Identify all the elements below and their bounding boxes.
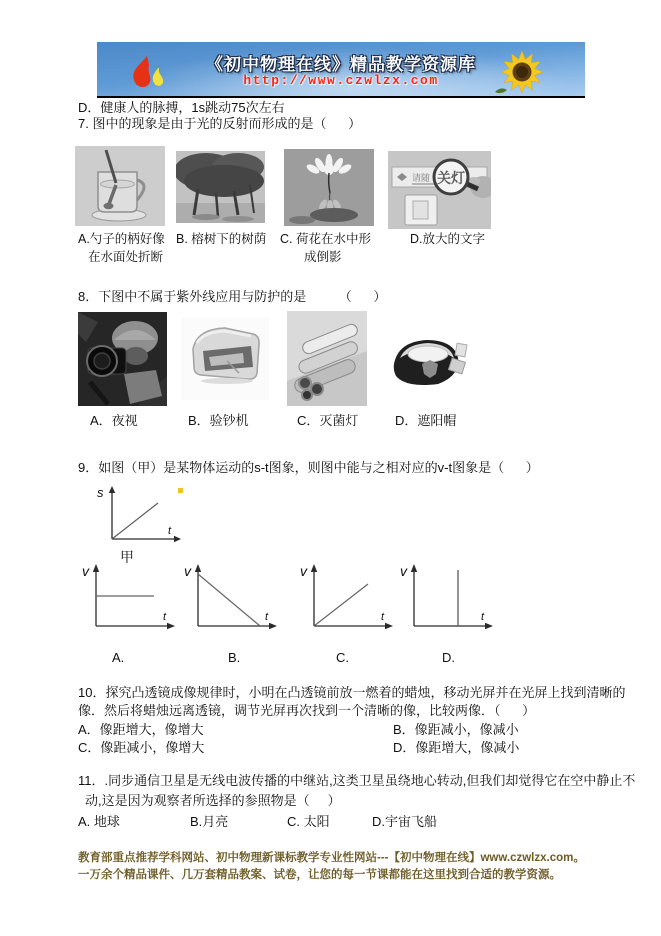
q7-caption-b: B. 榕树下的树荫 (176, 232, 267, 246)
q10-option-d: D．像距增大，像减小 (393, 740, 520, 755)
q10-stem-line1: 10．探究凸透镜成像规律时，小明在凸透镜前放一燃着的蜡烛，移动光屏并在光屏上找到清晰的 (78, 685, 626, 700)
svg-text:v: v (400, 563, 407, 579)
q10-option-b: B．像距减小，像减小 (393, 722, 519, 737)
svg-text:t: t (381, 611, 385, 623)
svg-text:t: t (481, 611, 485, 623)
q10-stem-line2: 像．然后将蜡烛远离透镜，调节光屏再次找到一个清晰的像，比较两像．（ ） (78, 703, 536, 718)
q9-graph-a-label: A. (112, 650, 125, 665)
q10-option-a: A．像距增大，像增大 (78, 722, 204, 737)
svg-text:请随: 请随 (412, 173, 431, 183)
q11-stem-line2: 动,这是因为观察者所选择的参照物是（ ） (85, 793, 341, 808)
q8-image-night-vision (78, 312, 167, 406)
site-banner (97, 42, 585, 98)
q8-caption-b: B．验钞机 (188, 413, 249, 428)
q7-image-lotus-reflection (284, 149, 374, 226)
svg-text:关灯: 关灯 (437, 170, 465, 186)
q7-image-tree-shade (176, 151, 265, 223)
q11-option-b: B.月亮 (190, 814, 229, 829)
q8-caption-c: C．灭菌灯 (297, 413, 359, 428)
q9-stem: 9．如图（甲）是某物体运动的s-t图象，则图中能与之相对应的v-t图象是（ ） (78, 460, 539, 475)
sunflower-icon (493, 46, 551, 96)
banner-title: 《初中物理在线》精品教学资源库 (206, 55, 476, 74)
q11-option-a: A. 地球 (78, 814, 120, 829)
yellow-dot-artifact (178, 488, 183, 493)
q7-caption-a2: 在水面处折断 (88, 250, 164, 264)
q8-image-germicidal-lamps (287, 311, 367, 406)
footer-text: 教育部重点推荐学科网站、初中物理新课标教学专业性网站---【初中物理在线】www.czwlzx.com。一万余个精品课件、几万套精品教案、试卷，让您的每一节课都能在这里找到合适的教学资源。 (78, 852, 585, 881)
svg-text:v: v (82, 563, 89, 579)
q7-image-spoon-in-cup (75, 146, 165, 226)
q11-option-c: C. 太阳 (287, 814, 330, 829)
q11-stem-line1: 11．.同步通信卫星是无线电波传播的中继站,这类卫星虽绕地心转动,但我们却觉得它在空中静止不 (78, 773, 636, 788)
q7-caption-c: C. 荷花在水中形 (280, 232, 371, 246)
q8-image-banknote-detector (181, 317, 269, 400)
svg-text:t: t (163, 611, 167, 623)
q8-caption-a: A．夜视 (90, 413, 138, 428)
q9-graph-b (182, 560, 282, 644)
q9-graph-d (398, 560, 498, 644)
q9-graph-c (298, 560, 398, 644)
q7-stem: 7. 图中的现象是由于光的反射而形成的是（ ） (78, 116, 362, 131)
q8-stem: 8．下图中不属于紫外线应用与防护的是 （ ） (78, 289, 387, 304)
svg-text:t: t (168, 525, 172, 537)
q9-graph-a (80, 560, 180, 644)
q7-caption-c2: 成倒影 (304, 250, 342, 264)
svg-text:t: t (265, 611, 269, 623)
q7-image-magnified-text (388, 151, 491, 229)
q8-caption-d: D．遮阳帽 (395, 413, 457, 428)
q9-graph-jia-label: 甲 (120, 549, 134, 565)
q7-caption-d: D.放大的文字 (410, 232, 486, 246)
q9-graph-jia (92, 485, 184, 547)
q10-option-c: C．像距减小，像增大 (78, 740, 205, 755)
svg-text:v: v (184, 563, 191, 579)
svg-text:v: v (300, 563, 307, 579)
banner-url: http://www.czwlzx.com (243, 73, 439, 88)
q9-graph-b-label: B. (228, 650, 241, 665)
q9-graph-c-label: C. (336, 650, 349, 665)
q9-graph-d-label: D. (442, 650, 455, 665)
q11-option-d: D.宇宙飞船 (372, 814, 438, 829)
q8-image-sun-visor (386, 314, 472, 402)
q7-caption-a: A.勺子的柄好像 (78, 232, 165, 246)
svg-text:s: s (97, 485, 104, 500)
option-d-previous-question: D．健康人的脉搏，1s跳动75次左右 (78, 100, 285, 115)
